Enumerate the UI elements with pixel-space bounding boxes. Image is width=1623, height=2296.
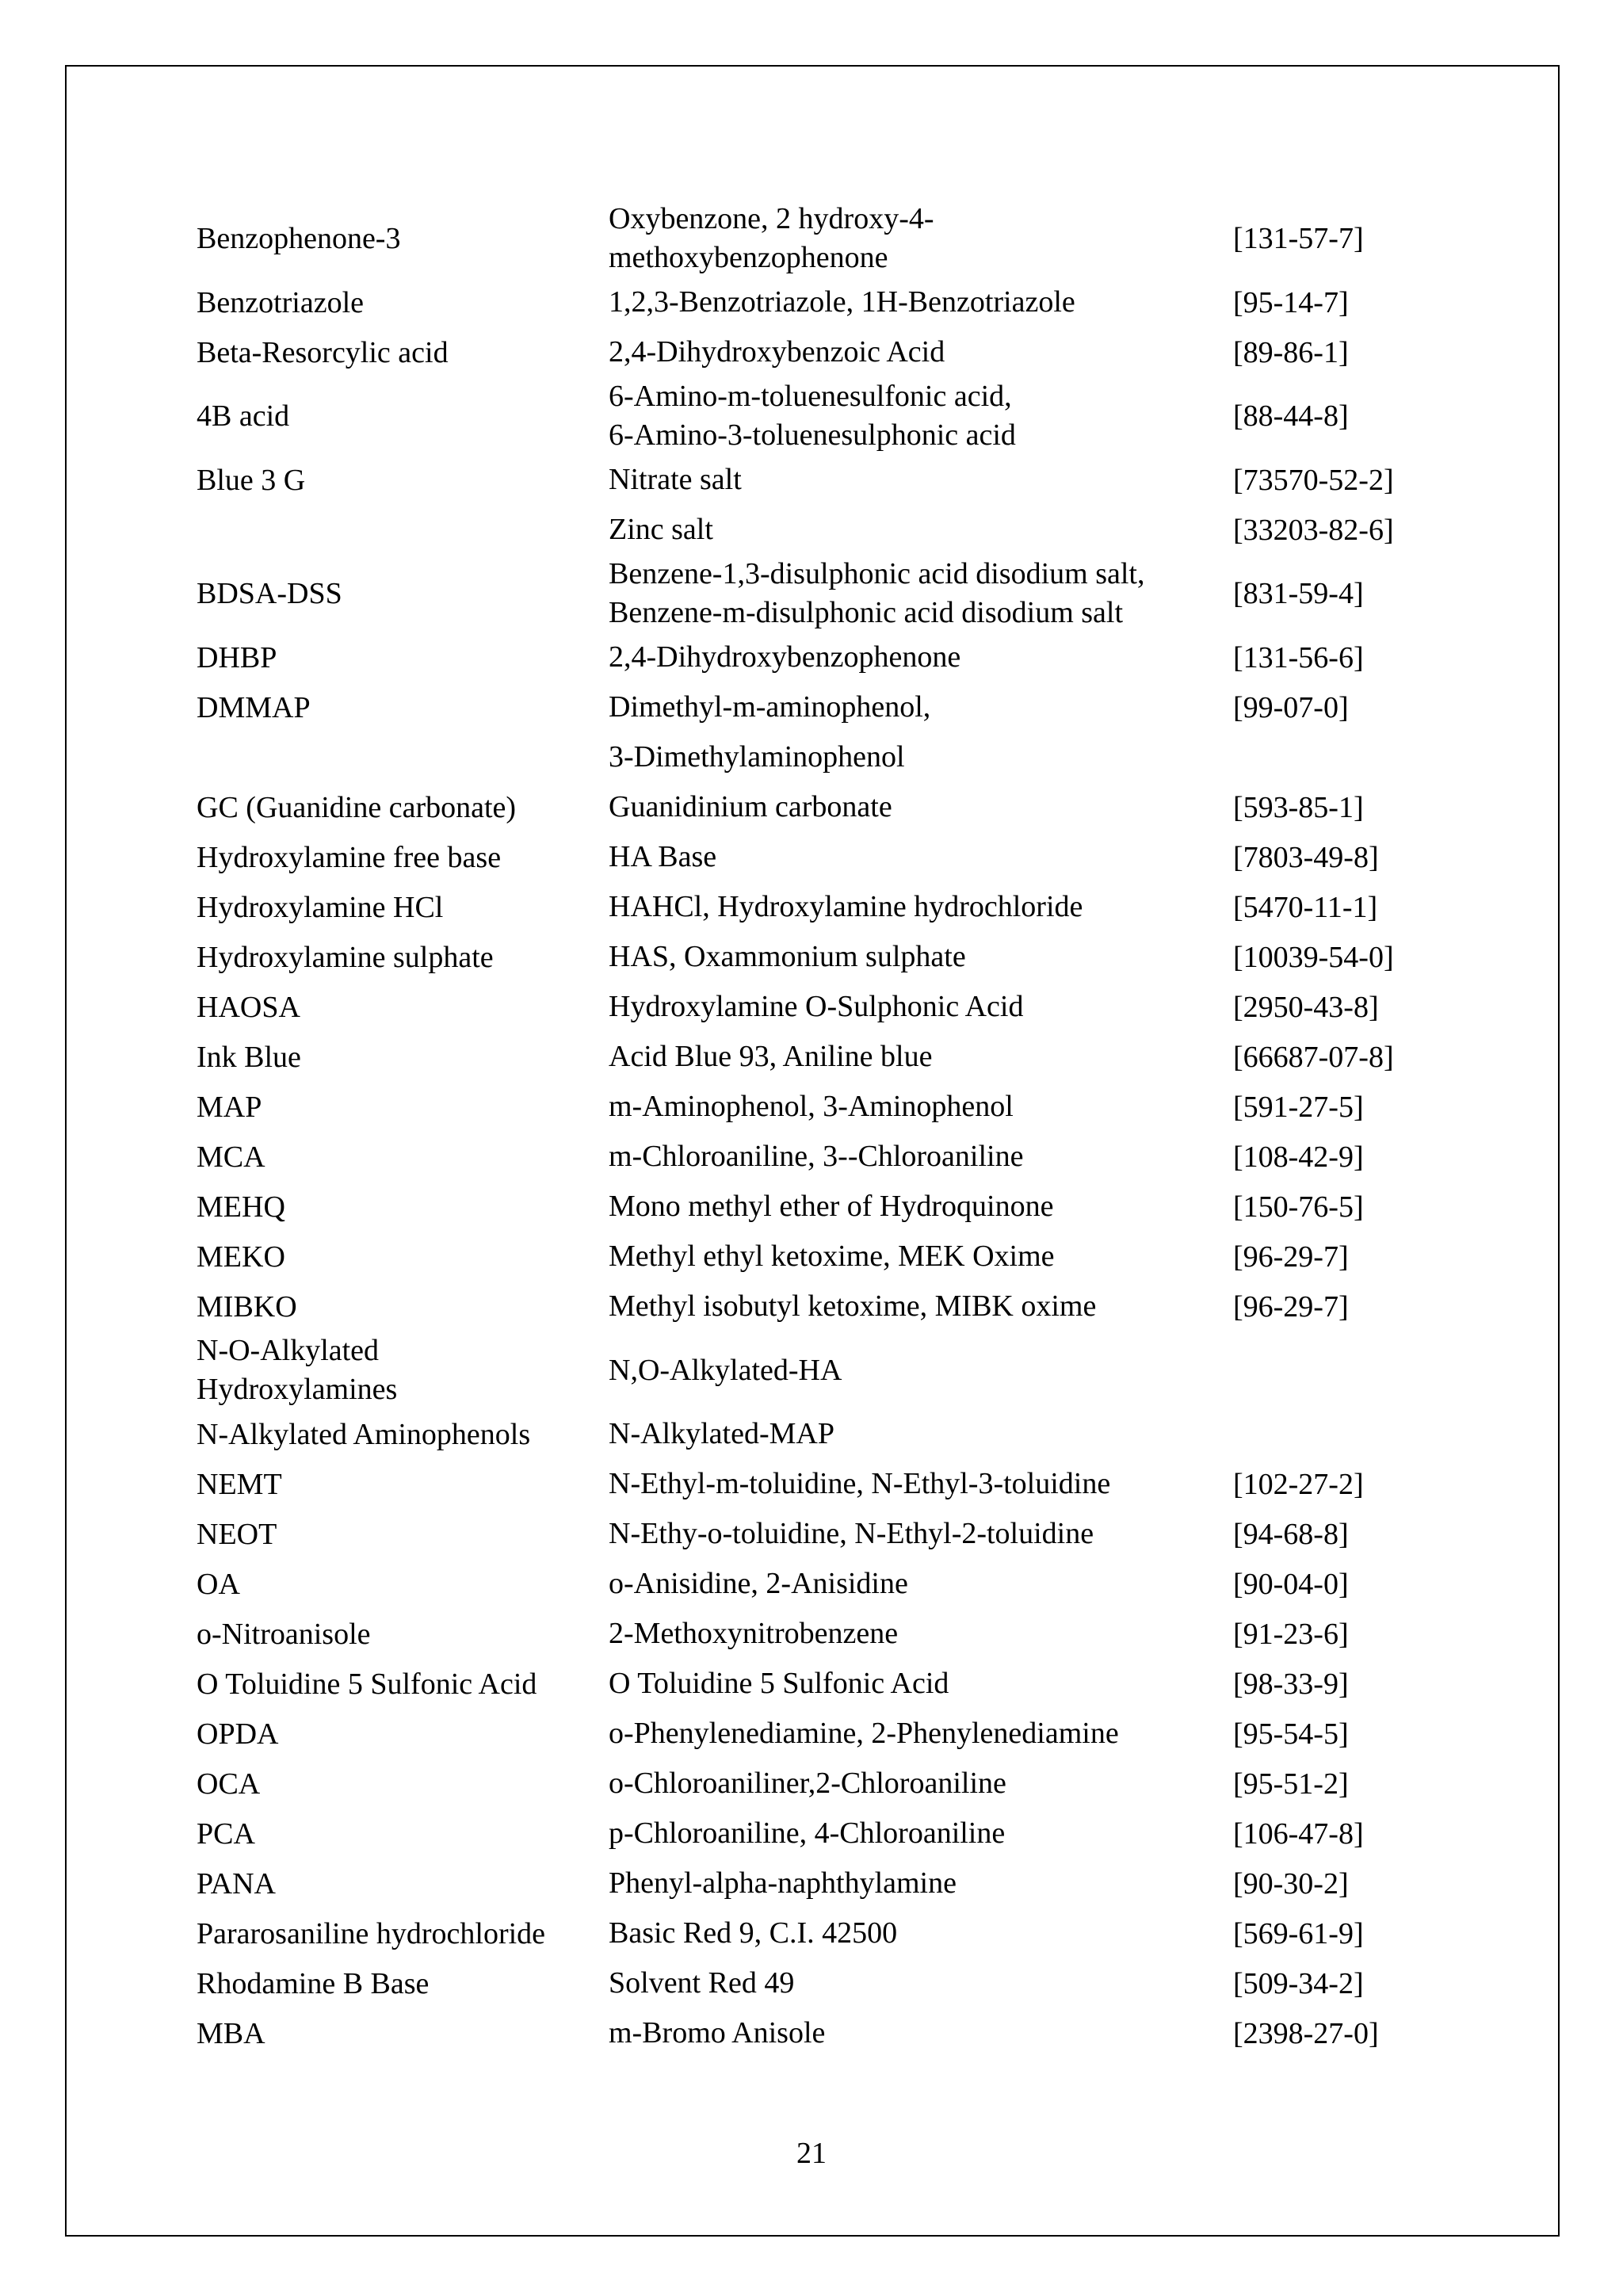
synonym-line: Hydroxylamine O-Sulphonic Acid [609,990,1024,1023]
table-row [197,1859,1433,1908]
cas-number: [5470-11-1] [1233,890,1378,924]
synonym-line: N,O-Alkylated-HA [609,1353,842,1387]
synonym-line: 2,4-Dihydroxybenzophenone [609,640,961,674]
table-row [197,882,1433,932]
chemical-synonyms [609,738,1233,777]
chemical-synonyms [609,838,1233,877]
chemical-name: N-Alkylated Aminophenols [197,1417,531,1451]
synonym-line: Methyl isobutyl ketoxime, MIBK oxime [609,1289,1097,1323]
table-row [197,1409,1433,1459]
table-row [197,932,1433,982]
chemical-synonyms [609,1187,1233,1226]
synonym-line: Benzene-1,3-disulphonic acid disodium salt, [609,557,1145,590]
synonym-line: m-Aminophenol, 3-Aminophenol [609,1090,1014,1123]
table-row [197,782,1433,832]
chemical-name: Pararosaniline hydrochloride [197,1916,546,1950]
table-row [197,2008,1433,2058]
chemical-synonyms [609,1037,1233,1076]
synonym-line: HAHCl, Hydroxylamine hydrochloride [609,890,1083,923]
synonym-line: 6-Amino-m-toluenesulfonic acid, [609,380,1012,413]
chemical-name: Blue 3 G [197,463,306,497]
chemical-synonyms [609,460,1233,499]
table-row [197,1132,1433,1182]
chemical-synonyms [609,688,1233,727]
chemical-name: Hydroxylamine free base [197,840,502,874]
chemical-name: Hydroxylamine sulphate [197,940,494,974]
cas-number: [2398-27-0] [1233,2016,1379,2050]
table-row [197,832,1433,882]
chemical-name: DMMAP [197,690,311,724]
synonym-line: Solvent Red 49 [609,1966,795,2000]
chemical-synonyms [609,1351,1233,1390]
page-number: 21 [796,2137,827,2170]
table-row [197,1331,1433,1409]
synonym-line: 3-Dimethylaminophenol [609,740,905,774]
chemical-synonyms [609,555,1233,632]
chemical-table [197,200,1433,2058]
chemical-synonyms [609,1814,1233,1853]
table-row [197,1958,1433,2008]
table-row [197,505,1433,555]
synonym-line: Methyl ethyl ketoxime, MEK Oxime [609,1240,1055,1273]
table-row [197,200,1433,277]
table-row [197,1459,1433,1509]
chemical-synonyms [609,200,1233,277]
synonym-line: N-Alkylated-MAP [609,1417,834,1450]
chemical-name: GC (Guanidine carbonate) [197,790,517,824]
table-row [197,1509,1433,1559]
chemical-synonyms [609,1714,1233,1753]
chemical-name: OPDA [197,1717,279,1751]
synonym-line: Benzene-m-disulphonic acid disodium salt [609,596,1124,629]
chemical-synonyms [609,1415,1233,1454]
synonym-line: HAS, Oxammonium sulphate [609,940,966,973]
chemical-name: 4B acid [197,399,290,433]
table-row [197,682,1433,732]
synonym-line: HA Base [609,840,717,873]
synonym-line: m-Chloroaniline, 3--Chloroaniline [609,1140,1024,1173]
chemical-name: NEMT [197,1467,282,1501]
chemical-synonyms [609,1287,1233,1326]
cas-number: [66687-07-8] [1233,1040,1394,1074]
table-row [197,377,1433,455]
cas-number: [90-04-0] [1233,1567,1349,1601]
chemical-synonyms [609,1137,1233,1176]
chemical-name: Benzotriazole [197,285,365,319]
cas-number: [95-54-5] [1233,1717,1349,1751]
table-row [197,327,1433,377]
cas-number: [591-27-5] [1233,1090,1364,1124]
chemical-name: MEHQ [197,1190,285,1224]
chemical-name: MCA [197,1140,265,1174]
chemical-name: HAOSA [197,990,300,1024]
cas-number: [96-29-7] [1233,1240,1349,1274]
cas-number: [95-51-2] [1233,1767,1349,1801]
table-row [197,1659,1433,1709]
cas-number: [94-68-8] [1233,1517,1349,1551]
chemical-synonyms [609,1914,1233,1953]
synonym-line: Phenyl-alpha-naphthylamine [609,1866,957,1900]
cas-number: [88-44-8] [1233,399,1349,433]
cas-number: [90-30-2] [1233,1866,1349,1901]
table-row [197,1559,1433,1609]
chemical-name: MIBKO [197,1289,297,1324]
synonym-line: p-Chloroaniline, 4-Chloroaniline [609,1817,1006,1850]
chemical-name: Ink Blue [197,1040,301,1074]
cas-number: [102-27-2] [1233,1467,1364,1501]
chemical-name: Hydroxylamine HCl [197,890,444,924]
cas-number: [98-33-9] [1233,1667,1349,1701]
cas-number: [2950-43-8] [1233,990,1379,1024]
chemical-synonyms [609,1564,1233,1603]
table-row [197,455,1433,505]
synonym-line: Acid Blue 93, Aniline blue [609,1040,933,1073]
chemical-synonyms [609,1515,1233,1553]
cas-number: [7803-49-8] [1233,840,1379,874]
synonym-line: o-Chloroaniliner,2-Chloroaniline [609,1767,1006,1800]
chemical-name: o-Nitroanisole [197,1617,371,1651]
chemical-synonyms [609,888,1233,926]
chemical-synonyms [609,377,1233,455]
chemical-synonyms [609,638,1233,677]
chemical-name: PCA [197,1817,255,1851]
synonym-line: o-Phenylenediamine, 2-Phenylenediamine [609,1717,1119,1750]
table-row [197,277,1433,327]
cas-number: [569-61-9] [1233,1916,1364,1950]
table-row [197,1232,1433,1282]
table-row [197,732,1433,782]
chemical-synonyms [609,1614,1233,1653]
synonym-line: Oxybenzone, 2 hydroxy-4- [609,202,934,235]
table-row [197,1032,1433,1082]
chemical-synonyms [609,1764,1233,1803]
chemical-name: O Toluidine 5 Sulfonic Acid [197,1667,537,1701]
cas-number: [106-47-8] [1233,1817,1364,1851]
synonym-line: Zinc salt [609,513,713,546]
cas-number: [33203-82-6] [1233,513,1394,547]
chemical-name: MBA [197,2016,265,2050]
table-row [197,1809,1433,1859]
chemical-synonyms [609,1237,1233,1276]
synonym-line: Dimethyl-m-aminophenol, [609,690,931,724]
cas-number: [91-23-6] [1233,1617,1349,1651]
chemical-synonyms [609,1465,1233,1503]
synonym-line: 6-Amino-3-toluenesulphonic acid [609,418,1016,452]
table-row [197,1908,1433,1958]
chemical-synonyms [609,510,1233,549]
synonym-line: Mono methyl ether of Hydroquinone [609,1190,1054,1223]
synonym-line: N-Ethy-o-toluidine, N-Ethyl-2-toluidine [609,1517,1094,1550]
synonym-line: o-Anisidine, 2-Anisidine [609,1567,908,1600]
chemical-name: OCA [197,1767,261,1801]
table-row [197,1082,1433,1132]
cas-number: [131-57-7] [1233,222,1364,255]
synonym-line: methoxybenzophenone [609,241,888,274]
cas-number: [95-14-7] [1233,285,1349,319]
cas-number: [150-76-5] [1233,1190,1364,1224]
cas-number: [99-07-0] [1233,690,1349,724]
chemical-name: N-O-Alkylated Hydroxylamines [197,1334,398,1406]
chemical-name: BDSA-DSS [197,577,342,610]
table-row [197,555,1433,632]
chemical-synonyms [609,333,1233,372]
synonym-line: m-Bromo Anisole [609,2016,826,2050]
synonym-line: Guanidinium carbonate [609,790,892,823]
cas-number: [593-85-1] [1233,790,1364,824]
cas-number: [108-42-9] [1233,1140,1364,1174]
chemical-name: Benzophenone-3 [197,222,401,255]
synonym-line: Nitrate salt [609,463,742,496]
synonym-line: 2,4-Dihydroxybenzoic Acid [609,335,945,369]
table-row [197,1709,1433,1759]
synonym-line: 1,2,3-Benzotriazole, 1H-Benzotriazole [609,285,1075,319]
chemical-synonyms [609,1087,1233,1126]
table-row [197,632,1433,682]
cas-number: [131-56-6] [1233,640,1364,674]
chemical-synonyms [609,938,1233,976]
chemical-synonyms [609,2014,1233,2053]
chemical-name: OA [197,1567,240,1601]
chemical-name: Beta-Resorcylic acid [197,335,449,369]
chemical-name: NEOT [197,1517,277,1551]
synonym-line: N-Ethyl-m-toluidine, N-Ethyl-3-toluidine [609,1467,1111,1500]
chemical-synonyms [609,283,1233,322]
chemical-synonyms [609,1864,1233,1903]
cas-number: [96-29-7] [1233,1289,1349,1324]
cas-number: [73570-52-2] [1233,463,1394,497]
chemical-synonyms [609,988,1233,1026]
synonym-line: Basic Red 9, C.I. 42500 [609,1916,898,1950]
chemical-name: MEKO [197,1240,285,1274]
table-row [197,982,1433,1032]
chemical-name: MAP [197,1090,262,1124]
cas-number: [831-59-4] [1233,577,1364,610]
chemical-name: DHBP [197,640,277,674]
chemical-name: Rhodamine B Base [197,1966,430,2000]
table-row [197,1182,1433,1232]
table-row [197,1759,1433,1809]
synonym-line: O Toluidine 5 Sulfonic Acid [609,1667,949,1700]
chemical-synonyms [609,788,1233,827]
table-row [197,1282,1433,1331]
chemical-synonyms [609,1664,1233,1703]
chemical-synonyms [609,1964,1233,2003]
synonym-line: 2-Methoxynitrobenzene [609,1617,899,1650]
cas-number: [509-34-2] [1233,1966,1364,2000]
table-row [197,1609,1433,1659]
cas-number: [10039-54-0] [1233,940,1394,974]
chemical-name: PANA [197,1866,276,1901]
cas-number: [89-86-1] [1233,335,1349,369]
